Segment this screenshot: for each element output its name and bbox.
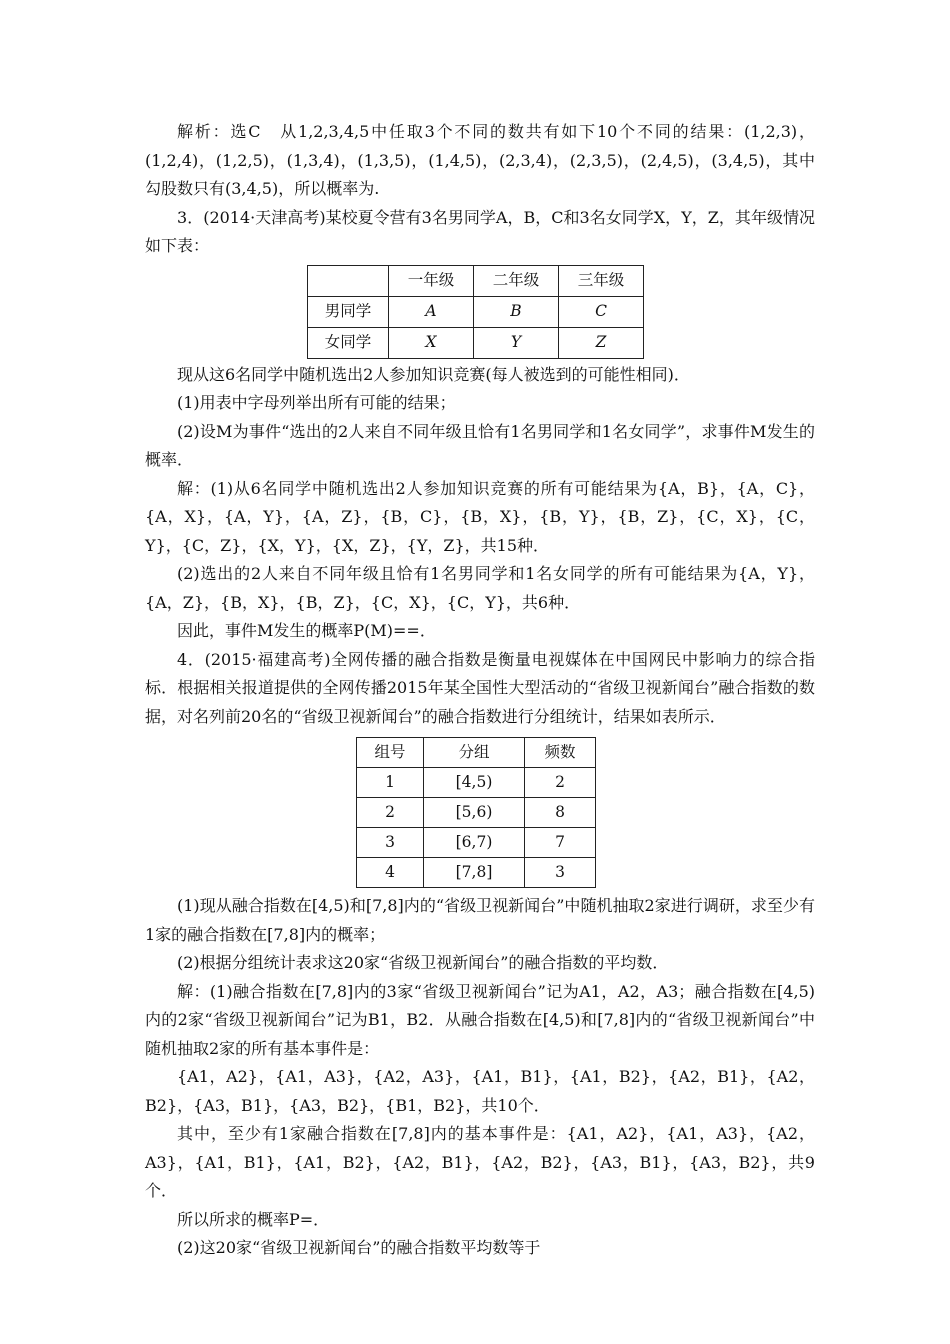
table-row (357, 798, 596, 828)
table-cell: [4,5) (424, 768, 525, 798)
problem-4-solution-2: (2)这20家“省级卫视新闻台”的融合指数平均数等于 (177, 1238, 541, 1257)
table-cell: C (559, 296, 644, 327)
problem-3-solution-2: (2)选出的2人来自不同年级且恰有1名男同学和1名女同学的所有可能结果为{A，Y}，{A，Z}，{B，X}，{B，Z}，{C，X}，{C，Y}，共6种． (145, 564, 815, 612)
table-cell: 女同学 (308, 327, 389, 358)
table-cell: 7 (525, 828, 596, 858)
table-header-cell: 分组 (424, 738, 525, 768)
table-cell: [7,8] (424, 858, 525, 888)
problem-4-question-1: (1)现从融合指数在[4,5)和[7,8]内的“省级卫视新闻台”中随机抽取2家进行调研，求至少有1家的融合指数在[7,8]内的概率； (145, 896, 815, 944)
problem-3-question-2: (2)设M为事件“选出的2人来自不同年级且恰有1名男同学和1名女同学”，求事件M发生的概率． (145, 421, 815, 469)
table-cell: 3 (357, 828, 424, 858)
problem-4-events-list: {A1，A2}，{A1，A3}，{A2，A3}，{A1，B1}，{A1，B2}，{A2，B1}，{A2，B2}，{A3，B1}，{A3，B2}，{B1，B2}，共10个． (145, 1067, 815, 1115)
table-header-cell: 一年级 (389, 265, 474, 296)
table-cell: Z (559, 327, 644, 358)
table-cell: 4 (357, 858, 424, 888)
table-cell: X (389, 327, 474, 358)
solution-paragraph-2: 解析：选C 从1,2,3,4,5中任取3个不同的数共有如下10个不同的结果：(1,2,3)，(1,2,4)，(1,2,5)，(1,3,4)，(1,3,5)，(1,4,5)，(2,3,4)，(2,3,5)，(2,4,5)，(3,4,5)，其中勾股数只有(3,4,5)，所以概率为. (145, 122, 815, 198)
table-header-cell: 三年级 (559, 265, 644, 296)
table-cell: [6,7) (424, 828, 525, 858)
problem-3-text: 现从这6名同学中随机选出2人参加知识竞赛(每人被选到的可能性相同)． (177, 364, 690, 384)
problem-4-question-2: (2)根据分组统计表求这20家“省级卫视新闻台”的融合指数的平均数． (177, 953, 669, 972)
table-cell: B (474, 296, 559, 327)
grade-table (307, 265, 644, 359)
table-row (308, 327, 644, 358)
problem-4-statement: 4．(2015·福建高考)全网传播的融合指数是衡量电视媒体在中国网民中影响力的综合指标．根据相关报道提供的全网传播2015年某全国性大型活动的“省级卫视新闻台”融合指数的数据，对名列前20名的“省级卫视新闻台”的融合指数进行分组统计，结果如表所示． (145, 649, 815, 726)
table-row (308, 296, 644, 327)
table-row (357, 828, 596, 858)
table-cell (308, 265, 389, 296)
problem-3-solution-1: 解：(1)从6名同学中随机选出2人参加知识竞赛的所有可能结果为{A，B}，{A，C}，{A，X}，{A，Y}，{A，Z}，{B，C}，{B，X}，{B，Y}，{B，Z}，{C，X}，{C，Y}，{C，Z}，{X，Y}，{X，Z}，{Y，Z}，共15种． (145, 478, 815, 555)
problem-4-probability: 所以所求的概率P=． (177, 1209, 330, 1229)
table-header-cell: 频数 (525, 738, 596, 768)
table-cell: 2 (525, 768, 596, 798)
table-header-cell: 二年级 (474, 265, 559, 296)
problem-4-solution-1: 解：(1)融合指数在[7,8]内的3家“省级卫视新闻台”记为A1，A2，A3；融合指数在[4,5)内的2家“省级卫视新闻台”记为B1，B2．从融合指数在[4,5)和[7,8]内的“省级卫视新闻台”中随机抽取2家的所有基本事件是： (145, 981, 815, 1058)
table-cell: 3 (525, 858, 596, 888)
table-cell: Y (474, 327, 559, 358)
table-cell: 8 (525, 798, 596, 828)
table-header-cell: 组号 (357, 738, 424, 768)
table-cell: A (389, 296, 474, 327)
problem-3-conclusion: 因此，事件M发生的概率P(M)==． (177, 621, 436, 640)
problem-3-question-1: (1)用表中字母列举出所有可能的结果； (177, 393, 456, 412)
problem-3-statement: 3．(2014·天津高考)某校夏令营有3名男同学A，B，C和3名女同学X，Y，Z，其年级情况如下表： (145, 207, 815, 255)
table-row (308, 265, 644, 296)
table-row (357, 738, 596, 768)
table-row (357, 858, 596, 888)
frequency-table (356, 737, 596, 888)
table-cell: [5,6) (424, 798, 525, 828)
table-cell: 1 (357, 768, 424, 798)
document-content (145, 118, 815, 1263)
table-row (357, 768, 596, 798)
table-cell: 2 (357, 798, 424, 828)
table-cell: 男同学 (308, 296, 389, 327)
problem-4-favorable-events: 其中，至少有1家融合指数在[7,8]内的基本事件是：{A1，A2}，{A1，A3}，{A2，A3}，{A1，B1}，{A1，B2}，{A2，B1}，{A2，B2}，{A3，B1}，{A3，B2}，共9个． (145, 1124, 815, 1200)
